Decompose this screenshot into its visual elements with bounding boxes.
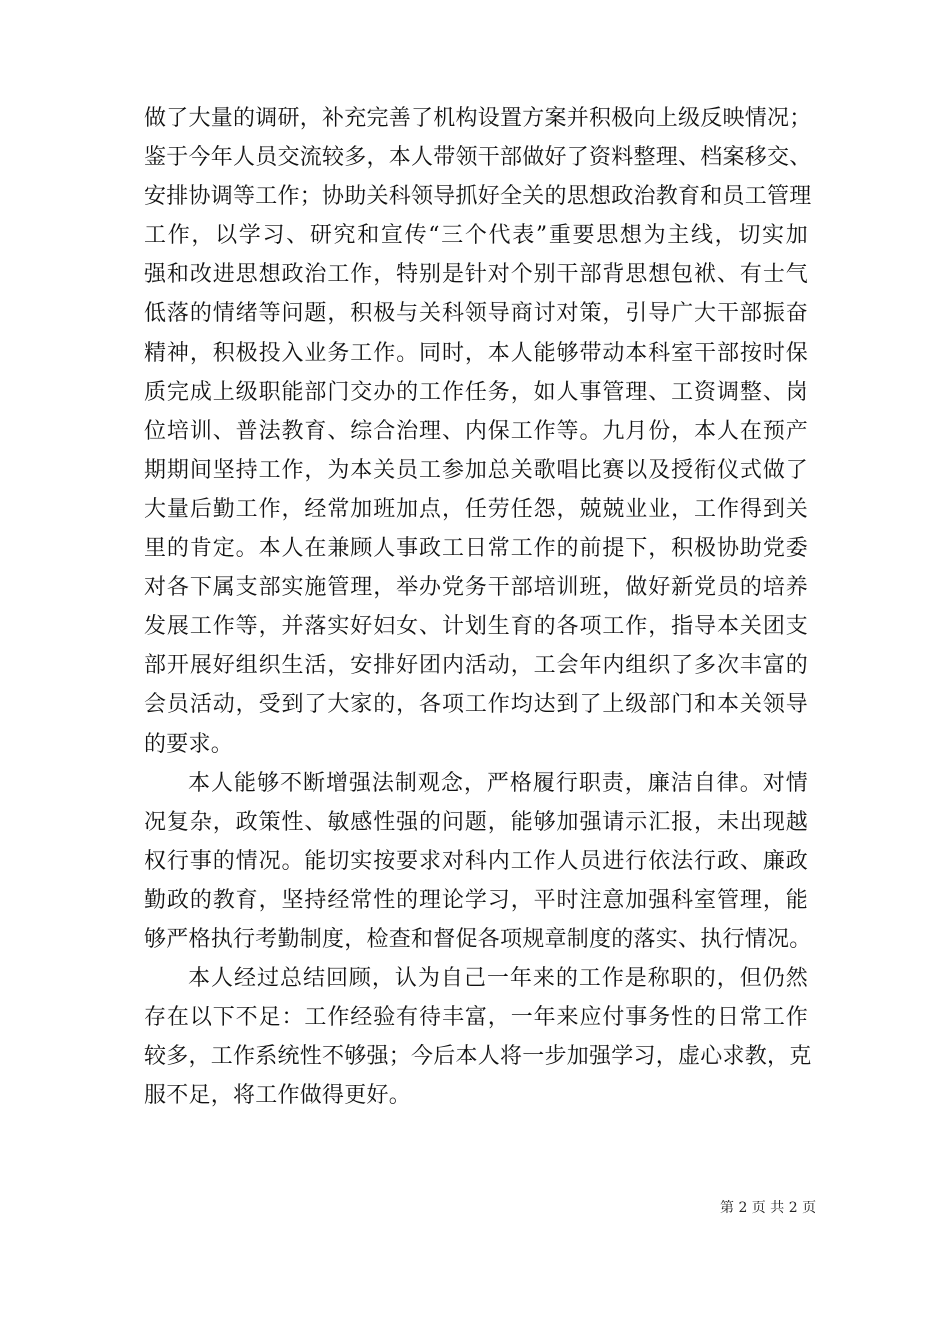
- text-line: 况复杂，政策性、敏感性强的问题，能够加强请示汇报，未出现越: [144, 809, 808, 835]
- text-line: 存在以下不足：工作经验有待丰富，一年来应付事务性的日常工作: [144, 1005, 808, 1031]
- text-line: 位培训、普法教育、综合治理、内保工作等。九月份，本人在预产: [144, 418, 808, 444]
- text-line: 里的肯定。本人在兼顾人事政工日常工作的前提下，积极协助党委: [144, 536, 808, 562]
- text-line: 本人经过总结回顾，认为自己一年来的工作是称职的，但仍然: [188, 966, 808, 992]
- text-line: 勤政的教育，坚持经常性的理论学习，平时注意加强科室管理，能: [144, 887, 808, 913]
- text-line: 大量后勤工作，经常加班加点，任劳任怨，兢兢业业，工作得到关: [144, 496, 808, 522]
- text-line: 部开展好组织生活，安排好团内活动，工会年内组织了多次丰富的: [144, 653, 808, 679]
- text-line: 精神，积极投入业务工作。同时，本人能够带动本科室干部按时保: [144, 340, 808, 366]
- text-line: 期期间坚持工作，为本关员工参加总关歌唱比赛以及授衔仪式做了: [144, 457, 808, 483]
- text-line: 低落的情绪等问题，积极与关科领导商讨对策，引导广大干部振奋: [144, 301, 808, 327]
- text-line: 本人能够不断增强法制观念，严格履行职责，廉洁自律。对情: [188, 770, 808, 796]
- text-line: 鉴于今年人员交流较多，本人带领干部做好了资料整理、档案移交、: [144, 145, 812, 171]
- text-line: 的要求。: [144, 731, 234, 757]
- page-number: 第 2 页 共 2 页: [720, 1200, 817, 1216]
- text-line: 会员活动，受到了大家的，各项工作均达到了上级部门和本关领导: [144, 692, 808, 718]
- text-line: 工作，以学习、研究和宣传“三个代表”重要思想为主线，切实加: [144, 223, 808, 249]
- text-line: 发展工作等，并落实好妇女、计划生育的各项工作，指导本关团支: [144, 614, 808, 640]
- text-line: 够严格执行考勤制度，检查和督促各项规章制度的落实、执行情况。: [144, 926, 812, 952]
- text-line: 服不足，将工作做得更好。: [144, 1083, 412, 1109]
- text-line: 安排协调等工作；协助关科领导抓好全关的思想政治教育和员工管理: [144, 184, 812, 210]
- text-line: 强和改进思想政治工作，特别是针对个别干部背思想包袱、有士气: [144, 262, 808, 288]
- document-body: [144, 99, 812, 1115]
- text-line: 质完成上级职能部门交办的工作任务，如人事管理、工资调整、岗: [144, 379, 808, 405]
- text-line: 较多，工作系统性不够强；今后本人将一步加强学习，虚心求教，克: [144, 1044, 812, 1070]
- text-line: 对各下属支部实施管理，举办党务干部培训班，做好新党员的培养: [144, 575, 808, 601]
- text-line: 权行事的情况。能切实按要求对科内工作人员进行依法行政、廉政: [144, 848, 808, 874]
- text-line: 做了大量的调研，补充完善了机构设置方案并积极向上级反映情况；: [144, 106, 812, 131]
